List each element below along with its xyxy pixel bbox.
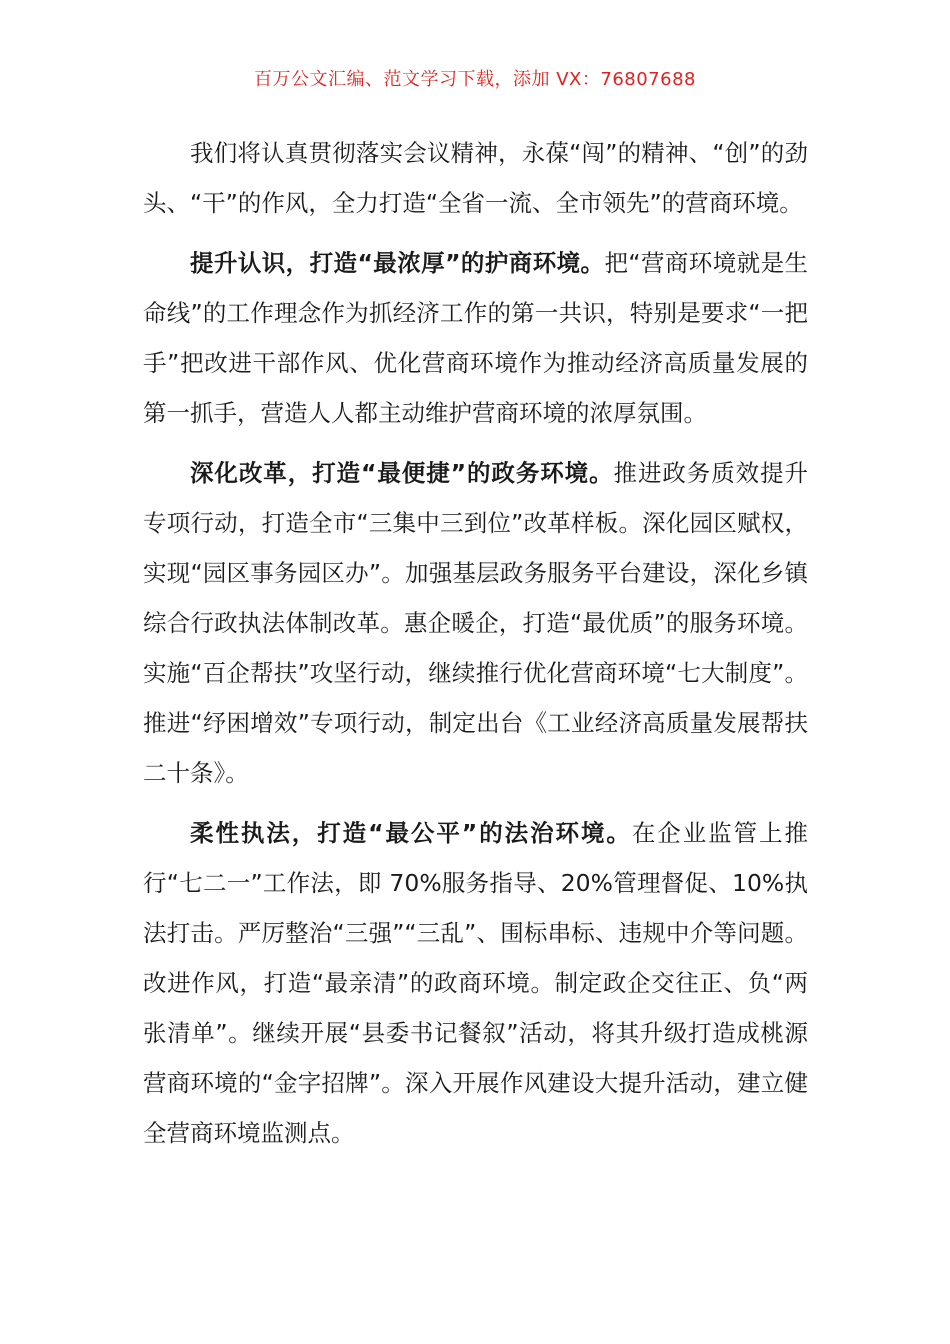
paragraph-reform	[143, 448, 808, 798]
paragraph-intro	[143, 128, 808, 228]
paragraph-lead: 深化改革，打造“最便捷”的政务环境。	[190, 459, 614, 487]
watermark-header: 百万公文汇编、范文学习下载，添加 VX：76807688	[254, 69, 696, 90]
paragraph-text: 把“营商环境就是生命线”的工作理念作为抓经济工作的第一共识，特别是要求“一把手”把改进干部作风、优化营商环境作为推动经济高质量发展的第一抓手，营造人人都主动维护营商环境的浓厚氛围。	[143, 249, 808, 427]
paragraph-lead: 提升认识，打造“最浓厚”的护商环境。	[190, 249, 605, 277]
paragraph-text: 我们将认真贯彻落实会议精神，永葆“闯”的精神、“创”的劲头、“干”的作风，全力打造“全省一流、全市领先”的营商环境。	[143, 139, 808, 217]
document-body	[143, 128, 808, 1168]
paragraph-enforcement	[143, 808, 808, 1158]
paragraph-text: 推进政务质效提升专项行动，打造全市“三集中三到位”改革样板。深化园区赋权，实现“园区事务园区办”。加强基层政务服务平台建设，深化乡镇综合行政执法体制改革。惠企暖企，打造“最优质”的服务环境。实施“百企帮扶”攻坚行动，继续推行优化营商环境“七大制度”。推进“纾困增效”专项行动，制定出台《工业经济高质量发展帮扶二十条》。	[143, 459, 809, 787]
paragraph-lead: 柔性执法，打造“最公平”的法治环境。	[190, 819, 632, 847]
paragraph-awareness	[143, 238, 808, 438]
paragraph-text: 在企业监管上推行“七二一”工作法，即 70%服务指导、20%管理督促、10%执法打击。严厉整治“三强”“三乱”、围标串标、违规中介等问题。改进作风，打造“最亲清”的政商环境。制定政企交往正、负“两张清单”。继续开展“县委书记餐叙”活动，将其升级打造成桃源营商环境的“金字招牌”。深入开展作风建设大提升活动，建立健全营商环境监测点。	[143, 819, 809, 1147]
